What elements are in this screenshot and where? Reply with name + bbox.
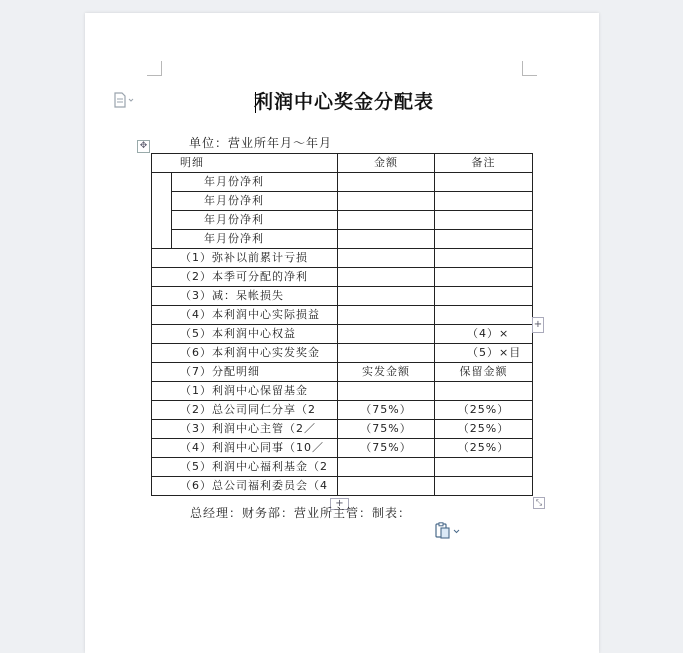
- remark-cell[interactable]: [435, 249, 533, 268]
- remark-cell[interactable]: [435, 173, 533, 192]
- table-row: [152, 230, 533, 249]
- monthly-row-label[interactable]: 年月份净利: [172, 192, 338, 211]
- table-move-icon[interactable]: ✥: [137, 140, 150, 153]
- item-row-label[interactable]: （6）本利润中心实发奖金: [152, 344, 338, 363]
- item-row-label[interactable]: （5）本利润中心权益: [152, 325, 338, 344]
- amount-cell[interactable]: [338, 325, 435, 344]
- distribution-header-row: [152, 363, 533, 382]
- distribution-row-label[interactable]: （3）利润中心主管（2／: [152, 420, 338, 439]
- monthly-row-label[interactable]: 年月份净利: [172, 211, 338, 230]
- amount-cell[interactable]: [338, 211, 435, 230]
- add-column-plus-icon[interactable]: +: [330, 498, 349, 510]
- header-remark[interactable]: 备注: [435, 154, 533, 173]
- table-row: [152, 344, 533, 363]
- merged-indent-cell[interactable]: [152, 173, 172, 249]
- remark-cell[interactable]: [435, 230, 533, 249]
- amount-cell[interactable]: [338, 249, 435, 268]
- remark-cell[interactable]: [435, 211, 533, 230]
- remark-cell[interactable]: [435, 306, 533, 325]
- remark-cell[interactable]: （25%）: [435, 420, 533, 439]
- amount-cell[interactable]: [338, 287, 435, 306]
- header-amount[interactable]: 金额: [338, 154, 435, 173]
- remark-cell[interactable]: （25%）: [435, 401, 533, 420]
- table-row: [152, 211, 533, 230]
- document-title[interactable]: 利润中心奖金分配表: [254, 91, 435, 113]
- distribution-header-amount[interactable]: 实发金额: [338, 363, 435, 382]
- amount-cell[interactable]: [338, 268, 435, 287]
- distribution-row-label[interactable]: （1）利润中心保留基金: [152, 382, 338, 401]
- remark-cell[interactable]: [435, 192, 533, 211]
- table-header-row: [152, 154, 533, 173]
- amount-cell[interactable]: [338, 344, 435, 363]
- table-row: [152, 192, 533, 211]
- margin-corner-top-right: [522, 61, 537, 76]
- table-row: [152, 458, 533, 477]
- table-row: [152, 477, 533, 496]
- unit-line[interactable]: 单位：营业所年月～年月: [189, 136, 333, 150]
- paste-options-icon[interactable]: [433, 522, 463, 540]
- amount-cell[interactable]: [338, 230, 435, 249]
- remark-cell[interactable]: [435, 287, 533, 306]
- amount-cell[interactable]: [338, 306, 435, 325]
- remark-cell[interactable]: （4）×: [435, 325, 533, 344]
- remark-cell[interactable]: （5）×目: [435, 344, 533, 363]
- table-row: [152, 420, 533, 439]
- monthly-row-label[interactable]: 年月份净利: [172, 173, 338, 192]
- remark-cell[interactable]: [435, 382, 533, 401]
- distribution-row-label[interactable]: （5）利润中心福利基金（2: [152, 458, 338, 477]
- item-row-label[interactable]: （1）弥补以前累计亏损: [152, 249, 338, 268]
- table-row: [152, 268, 533, 287]
- table-row: [152, 401, 533, 420]
- remark-cell[interactable]: （25%）: [435, 439, 533, 458]
- table-row: [152, 325, 533, 344]
- amount-cell[interactable]: （75%）: [338, 439, 435, 458]
- table-row: [152, 439, 533, 458]
- distribution-header-remark[interactable]: 保留金额: [435, 363, 533, 382]
- table-resize-icon[interactable]: ⤡: [533, 497, 545, 509]
- amount-cell[interactable]: （75%）: [338, 420, 435, 439]
- amount-cell[interactable]: [338, 477, 435, 496]
- item-row-label[interactable]: （4）本利润中心实际损益: [152, 306, 338, 325]
- margin-corner-top-left: [147, 61, 162, 76]
- amount-cell[interactable]: [338, 458, 435, 477]
- item-row-label[interactable]: （3）减：呆帐损失: [152, 287, 338, 306]
- add-row-plus-icon[interactable]: +: [532, 317, 544, 333]
- item-row-label[interactable]: （2）本季可分配的净利: [152, 268, 338, 287]
- amount-cell[interactable]: [338, 173, 435, 192]
- document-icon[interactable]: [113, 92, 135, 108]
- distribution-row-label[interactable]: （6）总公司福利委员会（4: [152, 477, 338, 496]
- table-row: [152, 173, 533, 192]
- bonus-distribution-table[interactable]: [151, 153, 533, 496]
- amount-cell[interactable]: （75%）: [338, 401, 435, 420]
- distribution-row-label[interactable]: （4）利润中心同事（10／: [152, 439, 338, 458]
- document-page: [85, 13, 599, 653]
- table-row: [152, 306, 533, 325]
- remark-cell[interactable]: [435, 458, 533, 477]
- footer-line[interactable]: 总经理：财务部：营业所主管：制表：: [190, 506, 412, 520]
- table-row: [152, 287, 533, 306]
- table-row: [152, 382, 533, 401]
- monthly-row-label[interactable]: 年月份净利: [172, 230, 338, 249]
- header-detail[interactable]: 明细: [152, 154, 338, 173]
- amount-cell[interactable]: [338, 192, 435, 211]
- table-row: [152, 249, 533, 268]
- amount-cell[interactable]: [338, 382, 435, 401]
- remark-cell[interactable]: [435, 268, 533, 287]
- distribution-row-label[interactable]: （2）总公司同仁分享（2: [152, 401, 338, 420]
- distribution-header-label[interactable]: （7）分配明细: [152, 363, 338, 382]
- remark-cell[interactable]: [435, 477, 533, 496]
